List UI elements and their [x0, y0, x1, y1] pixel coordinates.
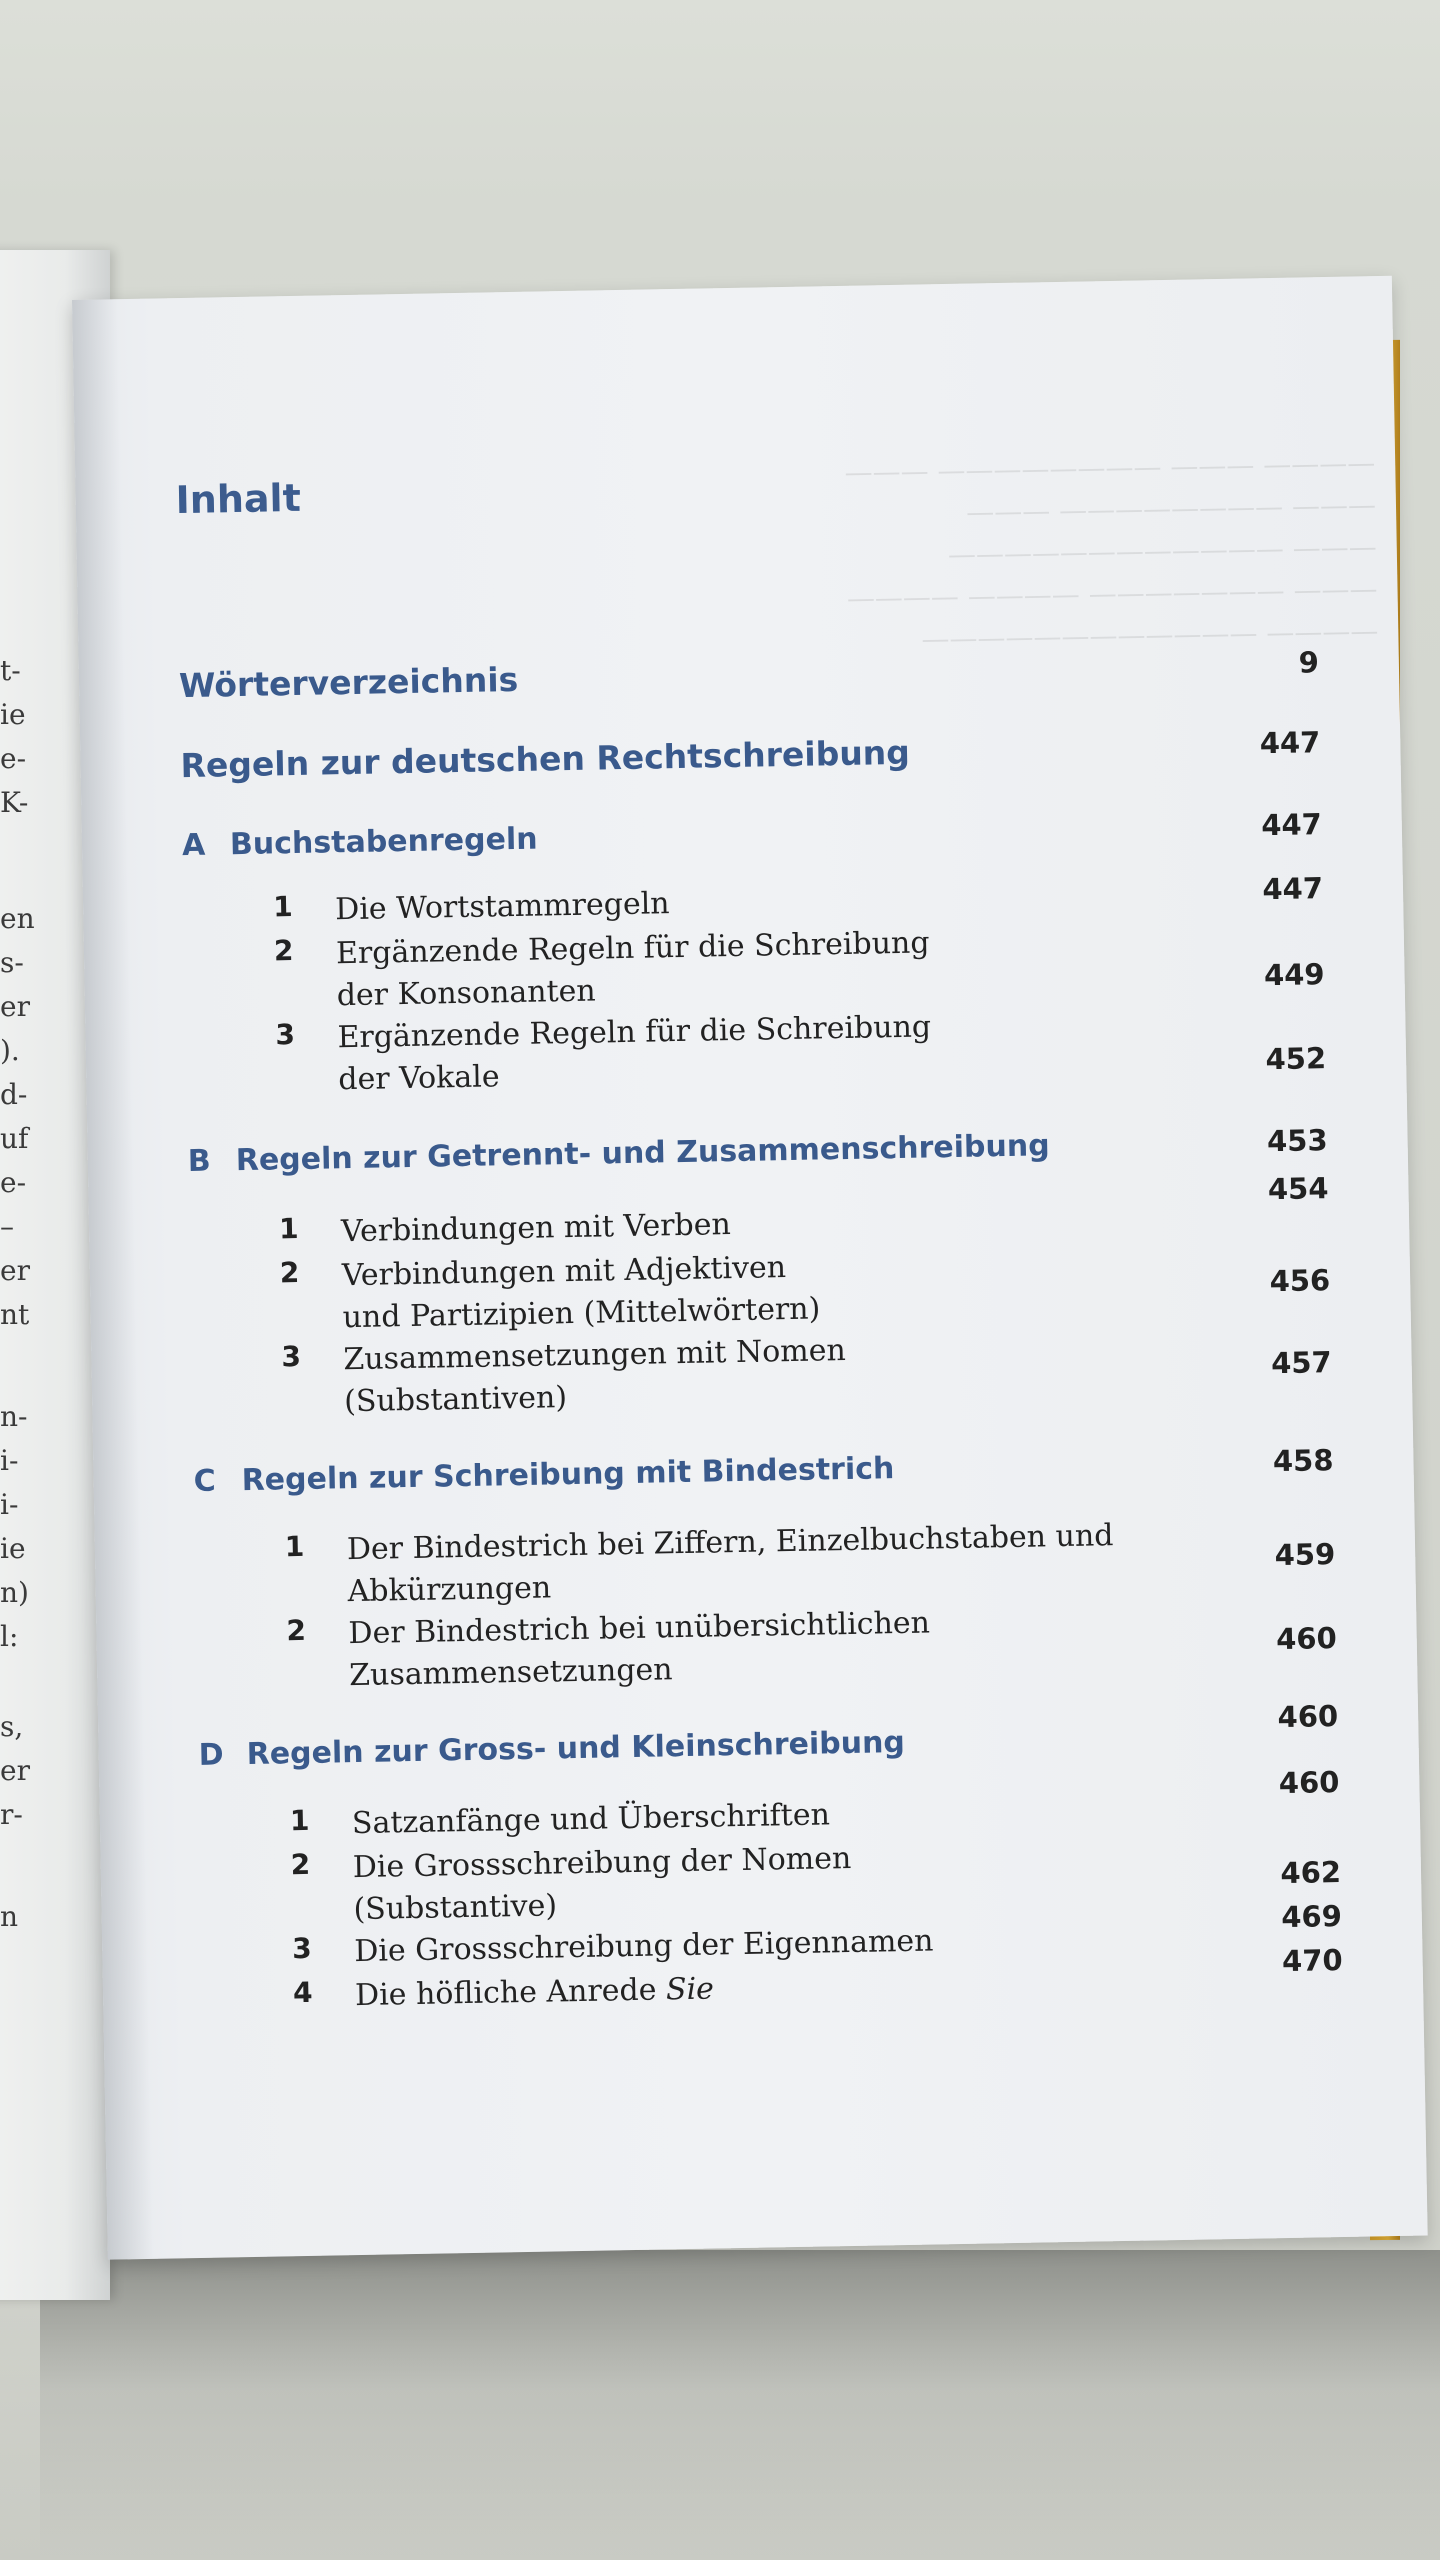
item-number: 3: [275, 1018, 296, 1052]
item-text: [352, 1794, 831, 1845]
left-fragment: –: [0, 1210, 14, 1243]
left-fragment: i-: [0, 1444, 19, 1477]
item-line: Die Grossschreibung der Eigennamen: [353, 1923, 934, 1970]
page-number: 459: [1274, 1537, 1336, 1573]
toc-item-d1[interactable]: [100, 1765, 1420, 1842]
page-number: 9: [1298, 645, 1320, 680]
item-line: Der Bindestrich bei Ziffern, Einzelbuchstaben und: [346, 1518, 1114, 1568]
item-line: Ergänzende Regeln für die Schreibung: [337, 1009, 932, 1056]
item-number: 4: [292, 1975, 313, 2010]
left-fragment: ).: [0, 1034, 20, 1067]
item-line: Abkürzungen: [347, 1570, 552, 1610]
item-line: Verbindungen mit Verben: [340, 1207, 732, 1250]
item-text: [342, 1246, 821, 1339]
section-title: [193, 1451, 894, 1499]
item-text: [348, 1603, 931, 1698]
item-line-italic: Sie: [665, 1971, 715, 2008]
item-line: und Partizipien (Mittelwörtern): [342, 1291, 821, 1336]
item-number: 1: [289, 1803, 310, 1838]
toc-section-b[interactable]: [88, 1122, 1408, 1180]
item-line: Zusammensetzungen: [348, 1652, 673, 1694]
left-fragment: t-: [0, 654, 21, 687]
toc-section-a[interactable]: [82, 806, 1402, 864]
item-line: Zusammensetzungen mit Nomen: [343, 1333, 847, 1378]
left-fragment: i-: [0, 1488, 19, 1521]
section-letter: B: [187, 1143, 211, 1180]
page-number: 456: [1269, 1263, 1331, 1299]
toc-item-b1[interactable]: [89, 1171, 1409, 1250]
left-fragment: n: [0, 1900, 19, 1933]
section-letter: C: [193, 1463, 217, 1499]
item-number: 1: [284, 1529, 305, 1564]
toc-title: Inhalt: [175, 475, 302, 523]
left-fragment: ie: [0, 1532, 26, 1565]
page-number: 460: [1275, 1621, 1338, 1657]
item-line: (Substantive): [353, 1888, 558, 1928]
item-line: Der Bindestrich bei unübersichtlichen: [348, 1605, 931, 1652]
page-number: 458: [1272, 1443, 1334, 1479]
item-number: 1: [278, 1212, 299, 1246]
item-line-text: Die höfliche Anrede: [354, 1972, 667, 2014]
item-line: Ergänzende Regeln für die Schreibung: [335, 925, 930, 972]
left-fragment: r-: [0, 1798, 23, 1831]
item-line: Satzanfänge und Überschriften: [351, 1797, 831, 1842]
left-fragment: er: [0, 1254, 30, 1287]
left-fragment: K-: [0, 786, 29, 819]
section-letter: D: [198, 1737, 224, 1773]
toc-section-c[interactable]: [93, 1442, 1413, 1499]
page-number: 447: [1260, 807, 1323, 843]
table-shadow: [40, 2250, 1440, 2560]
left-fragment: e-: [0, 742, 27, 775]
toc-item-a1[interactable]: [83, 870, 1403, 928]
item-number: 2: [273, 934, 294, 968]
left-fragment: d-: [0, 1078, 28, 1111]
section-title: [187, 1128, 1049, 1179]
left-fragment: s-: [0, 946, 24, 979]
left-fragment: ie: [0, 698, 26, 731]
item-text: [347, 1515, 1115, 1613]
left-fragment: n-: [0, 1400, 28, 1433]
page-number: 457: [1270, 1345, 1332, 1381]
item-text: [355, 1969, 715, 2018]
item-line: Die Grossschreibung der Nomen: [352, 1840, 852, 1886]
item-line: [355, 1969, 715, 2018]
item-text: [341, 1204, 731, 1253]
item-line: der Vokale: [338, 1059, 500, 1098]
section-title-text: Regeln zur Getrennt- und Zusammenschreibung: [235, 1128, 1050, 1179]
item-line: Verbindungen mit Adjektiven: [341, 1250, 787, 1294]
item-number: 3: [281, 1339, 302, 1374]
page-number: 469: [1280, 1899, 1343, 1935]
item-line: der Konsonanten: [336, 973, 597, 1014]
item-text: [352, 1838, 852, 1931]
left-fragment: en: [0, 902, 35, 935]
item-text: [343, 1330, 847, 1423]
page-number: 460: [1277, 1699, 1339, 1735]
left-fragment: s,: [0, 1710, 24, 1743]
section-title-text: Buchstabenregeln: [229, 821, 538, 863]
section-title-text: Regeln zur Gross- und Kleinschreibung: [246, 1724, 906, 1773]
toc-section-d[interactable]: [98, 1699, 1418, 1773]
page-number: 449: [1263, 957, 1325, 993]
chapter-title: Wörterverzeichnis: [178, 659, 519, 706]
item-text: [335, 883, 670, 931]
page-number: 452: [1265, 1041, 1327, 1077]
item-number: 1: [272, 890, 293, 924]
left-fragment: nt: [0, 1298, 30, 1331]
toc-item-c1[interactable]: [95, 1510, 1415, 1610]
page-number: 454: [1267, 1171, 1329, 1207]
item-line: Die Wortstammregeln: [334, 886, 670, 928]
left-fragment: er: [0, 1754, 30, 1787]
page-number: 447: [1262, 871, 1324, 907]
toc-chapter-regeln[interactable]: [80, 724, 1400, 786]
left-fragment: n): [0, 1576, 29, 1609]
toc-page: [72, 276, 1428, 2260]
page-number: 453: [1266, 1123, 1328, 1159]
section-letter: A: [181, 827, 206, 864]
page-number: 470: [1281, 1942, 1343, 1979]
section-title: [198, 1725, 905, 1773]
item-line: (Substantiven): [343, 1380, 568, 1420]
page-number: 462: [1280, 1855, 1342, 1891]
bleed-through-text: ———— ——— ———————— ——— ——— ———————— ——— ——— ———————————— ——— ——————— ———— ———— ———— ————————————: [844, 446, 1379, 656]
section-title: [182, 822, 538, 864]
left-fragment: er: [0, 990, 30, 1023]
section-title-text: Regeln zur Schreibung mit Bindestrich: [241, 1451, 895, 1499]
chapter-title: Regeln zur deutschen Rechtschreibung: [180, 732, 911, 786]
left-page-text: [0, 250, 35, 2300]
left-fragment: l:: [0, 1620, 19, 1653]
item-text: [336, 922, 931, 1017]
item-number: 2: [286, 1613, 307, 1648]
page-number: 460: [1278, 1765, 1340, 1801]
item-text: [337, 1006, 932, 1101]
left-fragment: uf: [0, 1122, 29, 1155]
item-number: 3: [291, 1931, 313, 1966]
item-number: 2: [290, 1847, 311, 1882]
left-fragment: e-: [0, 1166, 27, 1199]
item-number: 2: [279, 1256, 300, 1290]
page-number: 447: [1259, 725, 1321, 761]
